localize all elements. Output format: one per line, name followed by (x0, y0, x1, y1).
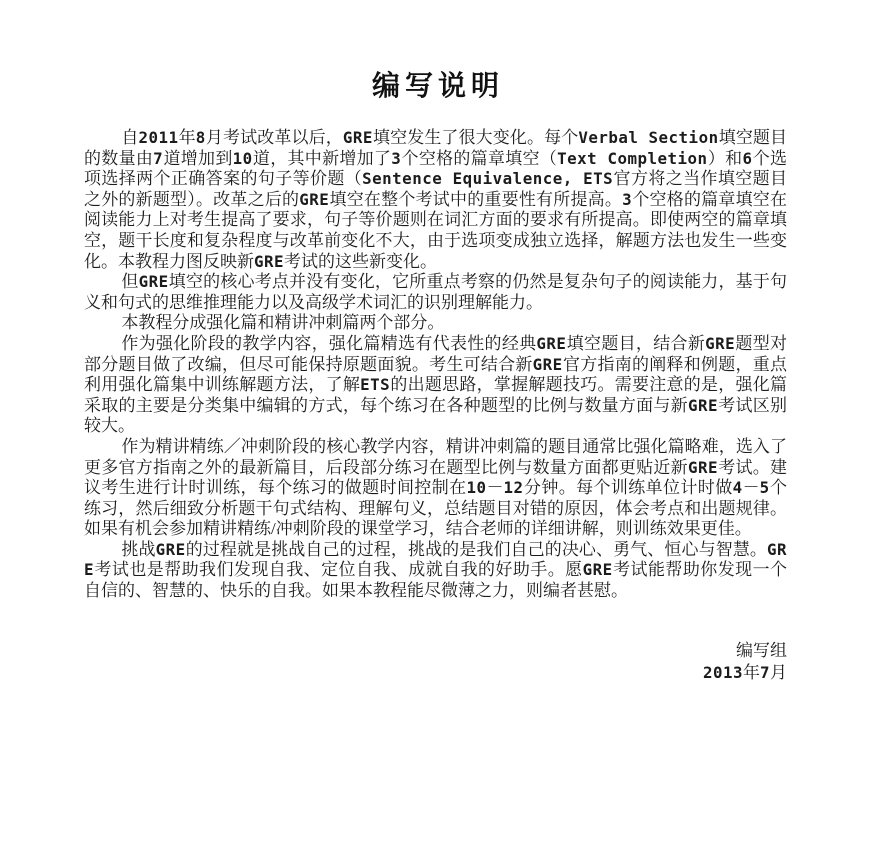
page-title: 编写说明 (371, 71, 504, 102)
signature-author: 编写组 (736, 640, 787, 660)
paragraph-intro-changes: 自2011年8月考试改革以后，GRE填空发生了很大变化。每个Verbal Section填空题目的数量由7道增加到10道，其中新增加了3个空格的篇章填空（Text Completion）和6个选项选择两个正确答案的句子等价题（Sentence Equivalence, ETS官方将之当作填空题目之外的新题型）。改革之后的GRE填空在整个考试中的重要性有所提高。3个空格的篇章填空在阅读能力上对考生提高了要求，句子等价题则在词汇方面的要求有所提高。即使两空的篇章填空，题干长度和复杂程度与改革前变化不大，由于选项变成独立选择，解题方法也发生一些变化。本教程力图反映新GRE考试的这些新变化。 (84, 128, 788, 271)
paragraph-structure: 本教程分成强化篇和精讲冲刺篇两个部分。 (121, 313, 445, 333)
page-content (84, 64, 787, 684)
signature-block (84, 640, 787, 684)
signature-date: 2013年7月 (702, 662, 787, 682)
paragraph-sprint-section: 作为精讲精练／冲刺阶段的核心教学内容，精讲冲刺篇的题目通常比强化篇略难，选入了更多官方指南之外的最新篇目，后段部分练习在题型比例与数量方面都更贴近新GRE考试。建议考生进行计时训练，每个练习的做题时间控制在10－12分钟。每个训练单位计时做4－5个练习，然后细致分析题干句式结构、理解句义，总结题目对错的原因，体会考点和出题规律。如果有机会参加精讲精练/冲刺阶段的课堂学习，结合老师的详细讲解，则训练效果更佳。 (84, 436, 788, 539)
paragraph-intensive-section: 作为强化阶段的教学内容，强化篇精选有代表性的经典GRE填空题目，结合新GRE题型对部分题目做了改编，但尽可能保持原题面貌。考生可结合新GRE官方指南的阐释和例题，重点利用强化篇集中训练解题方法，了解ETS的出题思路，掌握解题技巧。需要注意的是，强化篇采取的主要是分类集中编辑的方式，每个练习在各种题型的比例与数量方面与新GRE考试区别较大。 (84, 333, 788, 436)
paragraph-core-focus: 但GRE填空的核心考点并没有变化，它所重点考察的仍然是复杂句子的阅读能力，基于句义和句式的思维推理能力以及高级学术词汇的识别理解能力。 (84, 272, 788, 312)
paragraph-closing: 挑战GRE的过程就是挑战自己的过程，挑战的是我们自己的决心、勇气、恒心与智慧。GRE考试也是帮助我们发现自我、定位自我、成就自我的好助手。愿GRE考试能帮助你发现一个自信的、智慧的、快乐的自我。如果本教程能尽微薄之力，则编者甚慰。 (84, 539, 788, 601)
